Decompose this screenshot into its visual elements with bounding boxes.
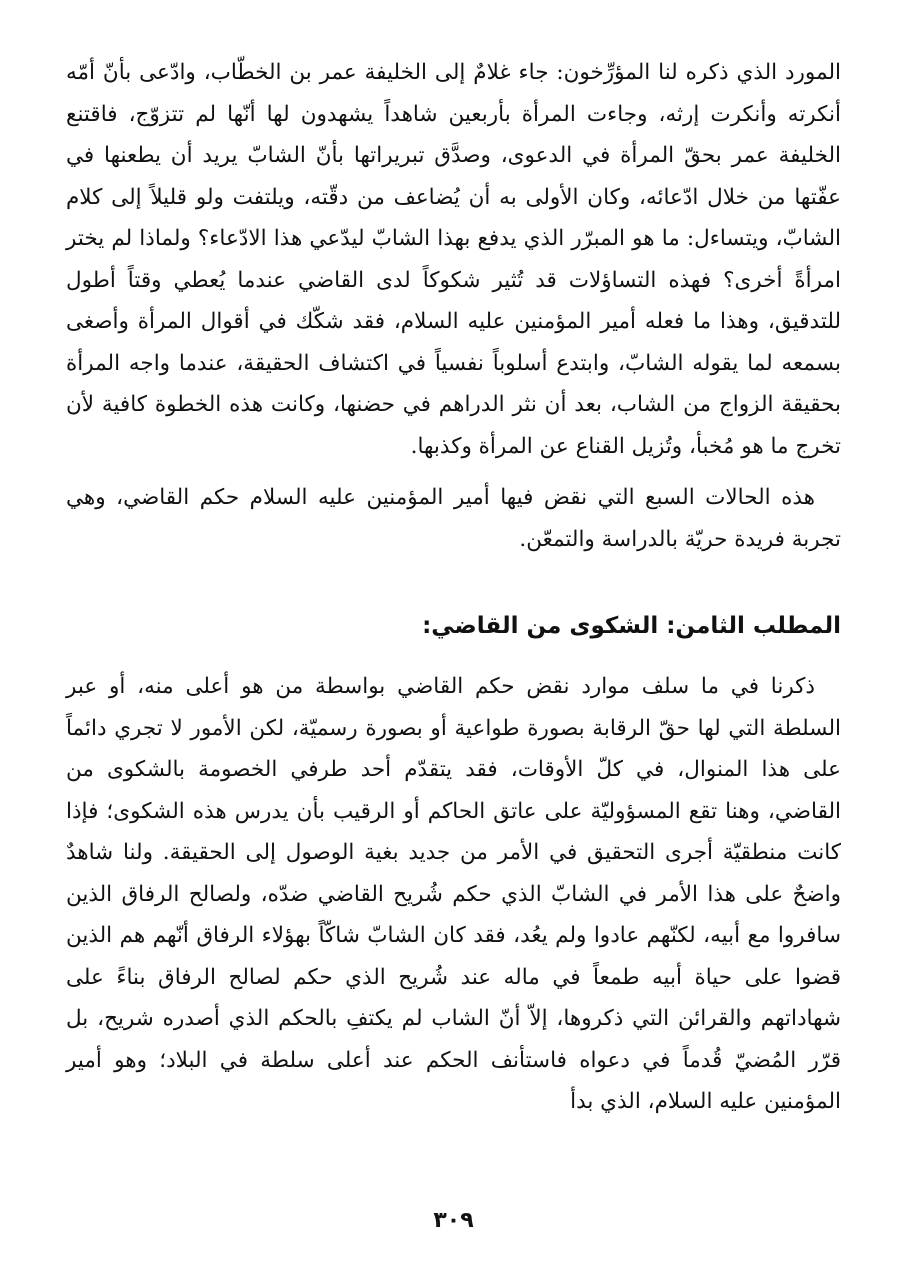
page-number: ٣٠٩ — [433, 1208, 474, 1233]
page-body — [66, 52, 841, 1123]
paragraph-complaint: ذكرنا في ما سلف موارد نقض حكم القاضي بواسطة من هو أعلى منه، أو عبر السلطة التي لها حقّ الرقابة بصورة طواعية أو بصورة رسميّة، لكن الأمور لا تجري دائماً على هذا المنوال، في كلّ الأوقات، فقد يتقدّم أحد طرفي الخصومة بالشكوى من القاضي، وهنا تقع المسؤوليّة على عاتق الحاكم أو الرقيب بأن يدرس هذه الشكوى؛ فإذا كانت منطقيّة أجرى التحقيق في الأمر من جديد بغية الوصول إلى الحقيقة. ولنا شاهدٌ واضحٌ على هذا الأمر في الشابّ الذي حكم شُريح القاضي ضدّه، ولصالح الرفاق الذين سافروا مع أبيه، لكنّهم عادوا ولم يعُد، فقد كان الشابّ شاكّاً بهؤلاء الرفاق أنّهم هم الذين قضوا على حياة أبيه طمعاً في ماله عند شُريح الذي حكم لصالح الرفاق بناءً على شهاداتهم والقرائن التي ذكروها، إلاّ أنّ الشاب لم يكتفِ بالحكم الذي أصدره شريح، بل قرّر المُضيّ قُدماً في دعواه فاستأنف الحكم عند أعلى سلطة في البلاد؛ وهو أمير المؤمنين عليه السلام، الذي بدأ — [66, 674, 841, 1114]
section-heading: المطلب الثامن: الشكوى من القاضي: — [422, 613, 841, 639]
paragraph-narrative: المورد الذي ذكره لنا المؤرِّخون: جاء غلامٌ إلى الخليفة عمر بن الخطّاب، وادّعى بأنّ أمّه أنكرته وأنكرت إرثه، وجاءت المرأة بأربعين شاهداً يشهدون لها أنّها لم تتزوّج، فاقتنع الخليفة عمر بحقّ المرأة في الدعوى، وصدَّق تبريراتها بأنّ الشابّ يريد أن يطعنها في عفّتها من خلال ادّعائه، وكان الأولى به أن يُضاعف من دقّته، ويلتفت ولو قليلاً إلى كلام الشابّ، ويتساءل: ما هو المبرّر الذي يدفع بهذا الشابّ ليدّعي هذا الادّعاء؟ ولماذا لم يختر امرأةً أخرى؟ فهذه التساؤلات قد تُثير شكوكاً لدى القاضي عندما يُعطي وقتاً أطول للتدقيق، وهذا ما فعله أمير المؤمنين عليه السلام، فقد شكّك في أقوال المرأة وأصغى بسمعه لما يقوله الشابّ، وابتدع أسلوباً نفسياً في اكتشاف الحقيقة، عندما واجه المرأة بحقيقة الزواج من الشاب، بعد أن نثر الدراهم في حضنها، وكانت هذه الخطوة كافية لأن تخرج ما هو مُخبأ، وتُزيل القناع عن المرأة وكذبها. — [66, 60, 841, 459]
paragraph-summary: هذه الحالات السبع التي نقض فيها أمير المؤمنين عليه السلام حكم القاضي، وهي تجربة فريدة حريّة بالدراسة والتمعّن. — [66, 485, 841, 552]
paragraph-gap — [66, 467, 841, 477]
